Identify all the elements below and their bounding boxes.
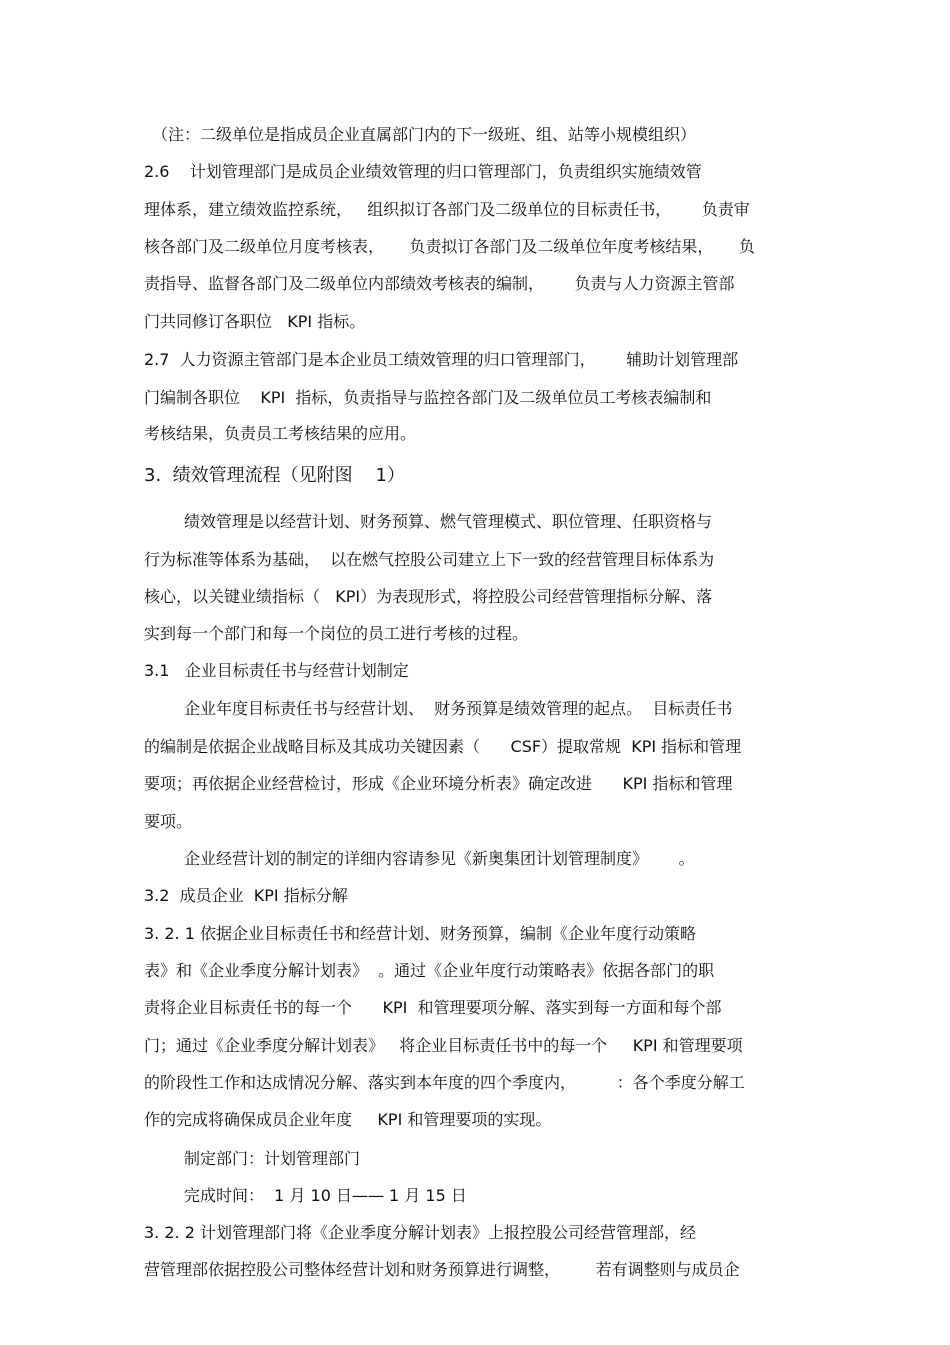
section-3-heading: 3. 绩效管理流程（见附图 1）: [144, 465, 405, 486]
section-3-2-1-dept: 制定部门：计划管理部门: [184, 1149, 361, 1168]
section-3-1-para-line: 要项；再依据企业经营检讨，形成《企业环境分析表》确定改进 KPI 指标和管理: [144, 774, 733, 793]
section-3-2-heading: 3.2 成员企业 KPI 指标分解: [144, 886, 348, 905]
section-3-2-1-line: 3. 2. 1 依据企业目标责任书和经营计划、财务预算，编制《企业年度行动策略: [144, 924, 696, 943]
section-3-2-1-line: 的阶段性工作和达成情况分解、落实到本年度的四个季度内， ：各个季度分解工: [144, 1073, 745, 1092]
section-3-para-line: 核心，以关键业绩指标（ KPI）为表现形式，将控股公司经营管理指标分解、落: [144, 587, 713, 606]
section-3-1-para-line: 企业年度目标责任书与经营计划、 财务预算是绩效管理的起点。 目标责任书: [184, 699, 733, 718]
para-2-6-line: 责指导、监督各部门及二级单位内部绩效考核表的编制， 负责与人力资源主管部: [144, 274, 735, 293]
section-3-2-1-time: 完成时间： 1 月 10 日—— 1 月 15 日: [184, 1186, 467, 1205]
section-3-2-1-line: 门；通过《企业季度分解计划表》 将企业目标责任书中的每一个 KPI 和管理要项: [144, 1036, 743, 1055]
para-2-7-line: 2.7 人力资源主管部门是本企业员工绩效管理的归口管理部门， 辅助计划管理部: [144, 350, 739, 369]
para-2-6-line: 2.6 计划管理部门是成员企业绩效管理的归口管理部门，负责组织实施绩效管: [144, 162, 702, 181]
para-2-7-line: 门编制各职位 KPI 指标，负责指导与监控各部门及二级单位员工考核表编制和: [144, 388, 712, 407]
para-2-7-line: 考核结果，负责员工考核结果的应用。: [144, 424, 417, 443]
section-3-para-line: 行为标准等体系为基础， 以在燃气控股公司建立上下一致的经营管理目标体系为: [144, 550, 715, 569]
note-line: （注：二级单位是指成员企业直属部门内的下一级班、组、站等小规模组织）: [152, 125, 697, 144]
section-3-2-1-line: 作的完成将确保成员企业年度 KPI 和管理要项的实现。: [144, 1110, 552, 1129]
section-3-2-1-line: 责将企业目标责任书的每一个 KPI 和管理要项分解、落实到每一方面和每个部: [144, 998, 722, 1017]
section-3-2-2-line: 营管理部依据控股公司整体经营计划和财务预算进行调整， 若有调整则与成员企: [144, 1260, 740, 1279]
section-3-1-para2: 企业经营计划的制定的详细内容请参见《新奥集团计划管理制度》 。: [184, 849, 695, 868]
section-3-para-line: 绩效管理是以经营计划、财务预算、燃气管理模式、职位管理、任职资格与: [184, 512, 713, 531]
section-3-2-2-line: 3. 2. 2 计划管理部门将《企业季度分解计划表》上报控股公司经营管理部，经: [144, 1223, 696, 1242]
section-3-1-para-line: 的编制是依据企业战略目标及其成功关键因素（ CSF）提取常规 KPI 指标和管理: [144, 737, 742, 756]
para-2-6-line: 核各部门及二级单位月度考核表， 负责拟订各部门及二级单位年度考核结果， 负: [144, 237, 755, 256]
section-3-para-line: 实到每一个部门和每一个岗位的员工进行考核的过程。: [144, 624, 529, 643]
para-2-6-line: 理体系，建立绩效监控系统， 组织拟订各部门及二级单位的目标责任书， 负责审: [144, 200, 750, 219]
section-3-1-heading: 3.1 企业目标责任书与经营计划制定: [144, 661, 409, 680]
para-2-6-line: 门共同修订各职位 KPI 指标。: [144, 312, 366, 331]
section-3-2-1-line: 表》和《企业季度分解计划表》 。通过《企业年度行动策略表》依据各部门的职: [144, 961, 715, 980]
section-3-1-para-line: 要项。: [144, 812, 193, 831]
